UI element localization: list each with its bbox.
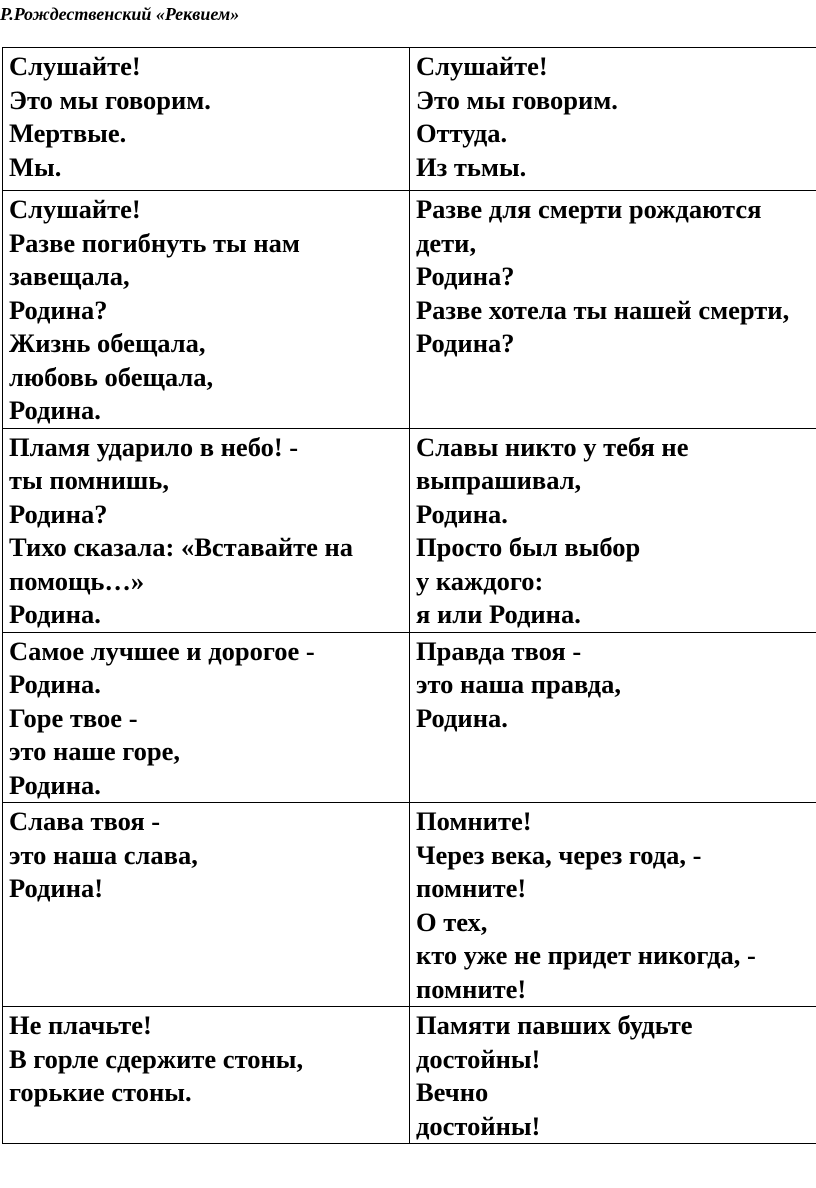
table-cell-left: Слушайте! Это мы говорим. Мертвые. Мы. (3, 48, 410, 191)
table-cell-left: Самое лучшее и дорогое - Родина. Горе твое - это наше горе, Родина. (3, 632, 410, 803)
table-cell-right: Разве для смерти рождаются дети, Родина? Разве хотела ты нашей смерти, Родина? (410, 191, 816, 429)
table-cell-right: Помните! Через века, через года, - помните! О тех, кто уже не придет никогда, - помните! (410, 803, 816, 1007)
table-cell-right: Памяти павших будьте достойны! Вечно достойны! (410, 1007, 816, 1144)
table-cell-right: Правда твоя - это наша правда, Родина. (410, 632, 816, 803)
table-row (3, 428, 816, 632)
table-cell-left: Не плачьте! В горле сдержите стоны, горькие стоны. (3, 1007, 410, 1144)
poem-table (2, 47, 816, 1144)
table-row (3, 1007, 816, 1144)
table-row (3, 191, 816, 429)
table-row (3, 632, 816, 803)
document-title: Р.Рождественский «Реквием» (0, 4, 240, 24)
table-cell-left: Слава твоя - это наша слава, Родина! (3, 803, 410, 1007)
table-cell-right: Славы никто у тебя не выпрашивал, Родина. Просто был выбор у каждого: я или Родина. (410, 428, 816, 632)
table-row (3, 803, 816, 1007)
table-cell-left: Слушайте! Разве погибнуть ты нам завещала, Родина? Жизнь обещала, любовь обещала, Родина. (3, 191, 410, 429)
table-cell-left: Пламя ударило в небо! - ты помнишь, Родина? Тихо сказала: «Вставайте на помощь…» Родина. (3, 428, 410, 632)
table-cell-right: Слушайте! Это мы говорим. Оттуда. Из тьмы. (410, 48, 816, 191)
table-row (3, 48, 816, 191)
